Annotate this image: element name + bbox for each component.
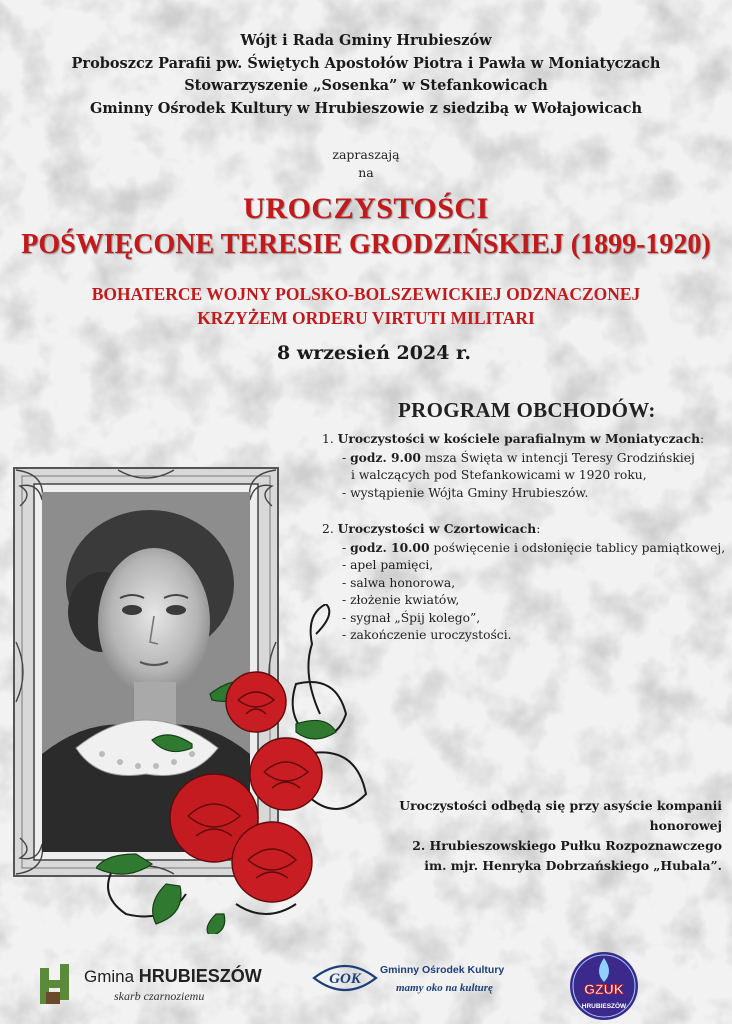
program-item: - złożenie kwiatów, bbox=[342, 593, 460, 607]
organizer-line: Wójt i Rada Gminy Hrubieszów bbox=[240, 32, 492, 49]
note-line: 2. Hrubieszowskiego Pułku Rozpoznawczego bbox=[412, 838, 722, 853]
gmina-logo-name: Gmina HRUBIESZÓW bbox=[84, 966, 262, 986]
main-title-line-2: POŚWIĘCONE TERESIE GRODZIŃSKIEJ (1899-1920) bbox=[21, 229, 711, 260]
program-item: - sygnał „Śpij kolego”, bbox=[342, 610, 481, 625]
subtitle-line-1: BOHATERCE WOJNY POLSKO-BOLSZEWICKIEJ ODZNACZONEJ bbox=[91, 284, 641, 304]
program-item: - godz. 10.00 poświęcenie i odsłonięcie tablicy pamiątkowej, bbox=[342, 539, 726, 555]
program-list bbox=[322, 430, 732, 645]
honor-guard-note bbox=[330, 796, 722, 876]
gmina-logo-icon bbox=[38, 962, 74, 1006]
organizer-line: Stowarzyszenie „Sosenka” w Stefankowicach bbox=[184, 77, 548, 94]
note-line: Uroczystości odbędą się przy asyście kompanii honorowej bbox=[399, 798, 722, 833]
gzuk-logo-name: HRUBIESZÓW bbox=[581, 1003, 627, 1010]
gok-logo-tagline: mamy oko na kulturę bbox=[396, 982, 493, 994]
roses-decoration bbox=[96, 604, 378, 934]
svg-text:GOK: GOK bbox=[329, 971, 361, 987]
gok-eye-icon bbox=[312, 960, 378, 996]
note-line: im. mjr. Henryka Dobrzańskiego „Hubala”. bbox=[424, 858, 722, 873]
program-item: - godz. 9.00 msza Święta w intencji Teresy Grodzińskiej bbox=[342, 449, 695, 465]
organizer-line: Gminny Ośrodek Kultury w Hrubieszowie z siedzibą w Wołajowicach bbox=[89, 99, 643, 117]
subtitle-line-2: KRZYŻEM ORDERU VIRTUTI MILITARI bbox=[197, 308, 535, 328]
invite-line: na bbox=[358, 165, 374, 180]
gok-logo bbox=[312, 960, 512, 1010]
invite-line: zapraszają bbox=[332, 147, 400, 162]
program-section-2-heading: 2. Uroczystości w Czortowicach: bbox=[322, 521, 541, 536]
gmina-hrubieszow-logo bbox=[38, 962, 262, 1008]
gmina-logo-tagline: skarb czarnoziemu bbox=[114, 989, 205, 1003]
program-item-continued: i walczących pod Stefankowicami w 1920 roku, bbox=[351, 468, 647, 482]
program-item: - wystąpienie Wójta Gminy Hrubieszów. bbox=[342, 485, 589, 500]
invite-text bbox=[0, 146, 732, 182]
gzuk-logo bbox=[568, 950, 640, 1022]
gok-logo-name: Gminny Ośrodek Kultury bbox=[380, 964, 505, 976]
event-date: 8 wrzesień 2024 r. bbox=[277, 342, 471, 364]
program-item: - salwa honorowa, bbox=[342, 575, 456, 590]
program-section-1-heading: 1. Uroczystości w kościele parafialnym w Moniatyczach: bbox=[322, 431, 705, 446]
organizer-line: Proboszcz Parafii pw. Świętych Apostołów Piotra i Pawła w Moniatyczach bbox=[71, 54, 661, 72]
program-item: - apel pamięci, bbox=[342, 558, 434, 572]
gzuk-logo-mark: GZUK bbox=[584, 981, 624, 997]
main-title: UROCZYSTOŚCI bbox=[243, 192, 489, 225]
program-item: - zakończenie uroczystości. bbox=[342, 628, 512, 642]
program-title: PROGRAM OBCHODÓW: bbox=[398, 398, 656, 422]
organizers-block bbox=[0, 30, 732, 120]
